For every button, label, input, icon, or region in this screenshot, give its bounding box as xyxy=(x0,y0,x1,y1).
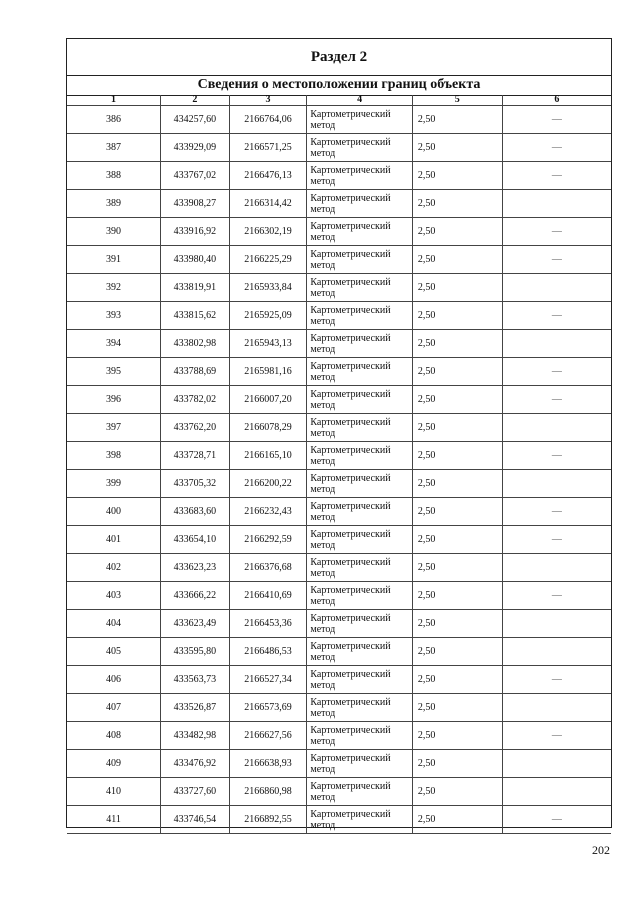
method-cell: Картометрический метод xyxy=(307,638,413,666)
precision-cell: 2,50 xyxy=(412,330,502,358)
point-number-cell: 403 xyxy=(67,582,161,610)
coord-x-cell: 433819,91 xyxy=(161,274,230,302)
table-row xyxy=(67,302,611,330)
table-row xyxy=(67,470,611,498)
coord-x-cell: 433929,09 xyxy=(161,134,230,162)
coord-y-cell: 2166314,42 xyxy=(229,190,307,218)
method-cell: Картометрический метод xyxy=(307,554,413,582)
note-cell: — xyxy=(502,134,611,162)
coord-x-cell: 433782,02 xyxy=(161,386,230,414)
coord-x-cell: 433788,69 xyxy=(161,358,230,386)
table-row xyxy=(67,386,611,414)
coord-y-cell: 2166476,13 xyxy=(229,162,307,190)
table-row xyxy=(67,750,611,778)
table-row xyxy=(67,246,611,274)
precision-cell: 2,50 xyxy=(412,162,502,190)
point-number-cell: 411 xyxy=(67,806,161,834)
coord-x-cell: 433476,92 xyxy=(161,750,230,778)
coord-x-cell: 433623,49 xyxy=(161,610,230,638)
coord-x-cell: 433482,98 xyxy=(161,722,230,750)
method-cell: Картометрический метод xyxy=(307,330,413,358)
note-cell: — xyxy=(502,722,611,750)
column-header: 1 xyxy=(67,95,161,106)
point-number-cell: 404 xyxy=(67,610,161,638)
precision-cell: 2,50 xyxy=(412,778,502,806)
method-cell: Картометрический метод xyxy=(307,498,413,526)
table-row xyxy=(67,666,611,694)
coord-x-cell: 433526,87 xyxy=(161,694,230,722)
table-row xyxy=(67,162,611,190)
coord-y-cell: 2166571,25 xyxy=(229,134,307,162)
coord-x-cell: 433683,60 xyxy=(161,498,230,526)
coord-x-cell: 433908,27 xyxy=(161,190,230,218)
coord-y-cell: 2166860,98 xyxy=(229,778,307,806)
point-number-cell: 388 xyxy=(67,162,161,190)
coord-x-cell: 433916,92 xyxy=(161,218,230,246)
table-row xyxy=(67,330,611,358)
table-row xyxy=(67,722,611,750)
point-number-cell: 409 xyxy=(67,750,161,778)
coord-y-cell: 2166527,34 xyxy=(229,666,307,694)
point-number-cell: 405 xyxy=(67,638,161,666)
table-row xyxy=(67,610,611,638)
table-row xyxy=(67,638,611,666)
table-row xyxy=(67,806,611,834)
note-cell: — xyxy=(502,498,611,526)
point-number-cell: 391 xyxy=(67,246,161,274)
note-cell xyxy=(502,778,611,806)
table-row xyxy=(67,582,611,610)
precision-cell: 2,50 xyxy=(412,806,502,834)
column-header: 2 xyxy=(161,95,230,106)
method-cell: Картометрический метод xyxy=(307,274,413,302)
table-row xyxy=(67,106,611,134)
coord-y-cell: 2166232,43 xyxy=(229,498,307,526)
coord-x-cell: 433623,23 xyxy=(161,554,230,582)
precision-cell: 2,50 xyxy=(412,526,502,554)
coord-x-cell: 433563,73 xyxy=(161,666,230,694)
column-header: 3 xyxy=(229,95,307,106)
method-cell: Картометрический метод xyxy=(307,610,413,638)
precision-cell: 2,50 xyxy=(412,274,502,302)
coord-x-cell: 433746,54 xyxy=(161,806,230,834)
coord-x-cell: 433728,71 xyxy=(161,442,230,470)
note-cell: — xyxy=(502,358,611,386)
coord-x-cell: 433666,22 xyxy=(161,582,230,610)
coord-y-cell: 2166892,55 xyxy=(229,806,307,834)
coord-y-cell: 2166165,10 xyxy=(229,442,307,470)
table-row xyxy=(67,134,611,162)
method-cell: Картометрический метод xyxy=(307,470,413,498)
precision-cell: 2,50 xyxy=(412,386,502,414)
note-cell: — xyxy=(502,386,611,414)
note-cell xyxy=(502,414,611,442)
method-cell: Картометрический метод xyxy=(307,302,413,330)
method-cell: Картометрический метод xyxy=(307,750,413,778)
table-row xyxy=(67,190,611,218)
table-row xyxy=(67,414,611,442)
coord-x-cell: 433767,02 xyxy=(161,162,230,190)
header-row xyxy=(67,95,611,106)
method-cell: Картометрический метод xyxy=(307,526,413,554)
precision-cell: 2,50 xyxy=(412,694,502,722)
method-cell: Картометрический метод xyxy=(307,694,413,722)
note-cell: — xyxy=(502,162,611,190)
boundary-table xyxy=(67,95,611,834)
note-cell xyxy=(502,554,611,582)
point-number-cell: 401 xyxy=(67,526,161,554)
precision-cell: 2,50 xyxy=(412,582,502,610)
table-row xyxy=(67,554,611,582)
note-cell xyxy=(502,470,611,498)
coord-x-cell: 433815,62 xyxy=(161,302,230,330)
method-cell: Картометрический метод xyxy=(307,218,413,246)
table-row xyxy=(67,526,611,554)
point-number-cell: 394 xyxy=(67,330,161,358)
section-title: Раздел 2 xyxy=(67,39,611,76)
note-cell xyxy=(502,694,611,722)
method-cell: Картометрический метод xyxy=(307,358,413,386)
coord-y-cell: 2166627,56 xyxy=(229,722,307,750)
precision-cell: 2,50 xyxy=(412,610,502,638)
note-cell: — xyxy=(502,582,611,610)
table-row xyxy=(67,498,611,526)
precision-cell: 2,50 xyxy=(412,666,502,694)
point-number-cell: 387 xyxy=(67,134,161,162)
point-number-cell: 392 xyxy=(67,274,161,302)
column-header: 4 xyxy=(307,95,413,106)
precision-cell: 2,50 xyxy=(412,134,502,162)
coord-y-cell: 2166200,22 xyxy=(229,470,307,498)
method-cell: Картометрический метод xyxy=(307,806,413,834)
precision-cell: 2,50 xyxy=(412,190,502,218)
coord-x-cell: 433762,20 xyxy=(161,414,230,442)
point-number-cell: 396 xyxy=(67,386,161,414)
method-cell: Картометрический метод xyxy=(307,134,413,162)
method-cell: Картометрический метод xyxy=(307,162,413,190)
coord-y-cell: 2166292,59 xyxy=(229,526,307,554)
note-cell: — xyxy=(502,218,611,246)
coord-y-cell: 2165925,09 xyxy=(229,302,307,330)
precision-cell: 2,50 xyxy=(412,638,502,666)
point-number-cell: 400 xyxy=(67,498,161,526)
precision-cell: 2,50 xyxy=(412,498,502,526)
point-number-cell: 395 xyxy=(67,358,161,386)
coord-y-cell: 2166007,20 xyxy=(229,386,307,414)
note-cell xyxy=(502,750,611,778)
table-row xyxy=(67,274,611,302)
precision-cell: 2,50 xyxy=(412,470,502,498)
precision-cell: 2,50 xyxy=(412,358,502,386)
precision-cell: 2,50 xyxy=(412,218,502,246)
method-cell: Картометрический метод xyxy=(307,246,413,274)
table-subtitle: Сведения о местоположении границ объекта xyxy=(67,75,611,96)
method-cell: Картометрический метод xyxy=(307,778,413,806)
note-cell xyxy=(502,274,611,302)
point-number-cell: 397 xyxy=(67,414,161,442)
coord-y-cell: 2166410,69 xyxy=(229,582,307,610)
note-cell: — xyxy=(502,302,611,330)
column-header: 6 xyxy=(502,95,611,106)
point-number-cell: 389 xyxy=(67,190,161,218)
precision-cell: 2,50 xyxy=(412,442,502,470)
page-number: 202 xyxy=(592,843,610,857)
table-row xyxy=(67,442,611,470)
note-cell xyxy=(502,610,611,638)
note-cell: — xyxy=(502,106,611,134)
coord-x-cell: 433654,10 xyxy=(161,526,230,554)
precision-cell: 2,50 xyxy=(412,722,502,750)
point-number-cell: 408 xyxy=(67,722,161,750)
note-cell: — xyxy=(502,666,611,694)
point-number-cell: 393 xyxy=(67,302,161,330)
precision-cell: 2,50 xyxy=(412,302,502,330)
table-row xyxy=(67,694,611,722)
coord-y-cell: 2166225,29 xyxy=(229,246,307,274)
note-cell: — xyxy=(502,442,611,470)
method-cell: Картометрический метод xyxy=(307,442,413,470)
coord-y-cell: 2166376,68 xyxy=(229,554,307,582)
coord-y-cell: 2166573,69 xyxy=(229,694,307,722)
point-number-cell: 390 xyxy=(67,218,161,246)
note-cell: — xyxy=(502,526,611,554)
note-cell xyxy=(502,330,611,358)
precision-cell: 2,50 xyxy=(412,414,502,442)
note-cell xyxy=(502,638,611,666)
precision-cell: 2,50 xyxy=(412,554,502,582)
coord-x-cell: 434257,60 xyxy=(161,106,230,134)
column-header: 5 xyxy=(412,95,502,106)
point-number-cell: 410 xyxy=(67,778,161,806)
table-row xyxy=(67,358,611,386)
document-frame xyxy=(66,38,612,831)
note-cell: — xyxy=(502,246,611,274)
point-number-cell: 398 xyxy=(67,442,161,470)
table-row xyxy=(67,218,611,246)
coord-y-cell: 2165981,16 xyxy=(229,358,307,386)
coord-x-cell: 433705,32 xyxy=(161,470,230,498)
coord-x-cell: 433595,80 xyxy=(161,638,230,666)
point-number-cell: 406 xyxy=(67,666,161,694)
method-cell: Картометрический метод xyxy=(307,386,413,414)
method-cell: Картометрический метод xyxy=(307,722,413,750)
coord-x-cell: 433980,40 xyxy=(161,246,230,274)
coord-y-cell: 2165943,13 xyxy=(229,330,307,358)
method-cell: Картометрический метод xyxy=(307,106,413,134)
point-number-cell: 399 xyxy=(67,470,161,498)
method-cell: Картометрический метод xyxy=(307,666,413,694)
coord-y-cell: 2165933,84 xyxy=(229,274,307,302)
coord-y-cell: 2166078,29 xyxy=(229,414,307,442)
method-cell: Картометрический метод xyxy=(307,582,413,610)
precision-cell: 2,50 xyxy=(412,750,502,778)
coord-y-cell: 2166453,36 xyxy=(229,610,307,638)
coord-y-cell: 2166638,93 xyxy=(229,750,307,778)
precision-cell: 2,50 xyxy=(412,246,502,274)
note-cell: — xyxy=(502,806,611,834)
coord-y-cell: 2166486,53 xyxy=(229,638,307,666)
point-number-cell: 407 xyxy=(67,694,161,722)
method-cell: Картометрический метод xyxy=(307,190,413,218)
point-number-cell: 402 xyxy=(67,554,161,582)
coord-x-cell: 433727,60 xyxy=(161,778,230,806)
note-cell xyxy=(502,190,611,218)
coord-y-cell: 2166302,19 xyxy=(229,218,307,246)
table-row xyxy=(67,778,611,806)
point-number-cell: 386 xyxy=(67,106,161,134)
method-cell: Картометрический метод xyxy=(307,414,413,442)
precision-cell: 2,50 xyxy=(412,106,502,134)
coord-y-cell: 2166764,06 xyxy=(229,106,307,134)
coord-x-cell: 433802,98 xyxy=(161,330,230,358)
